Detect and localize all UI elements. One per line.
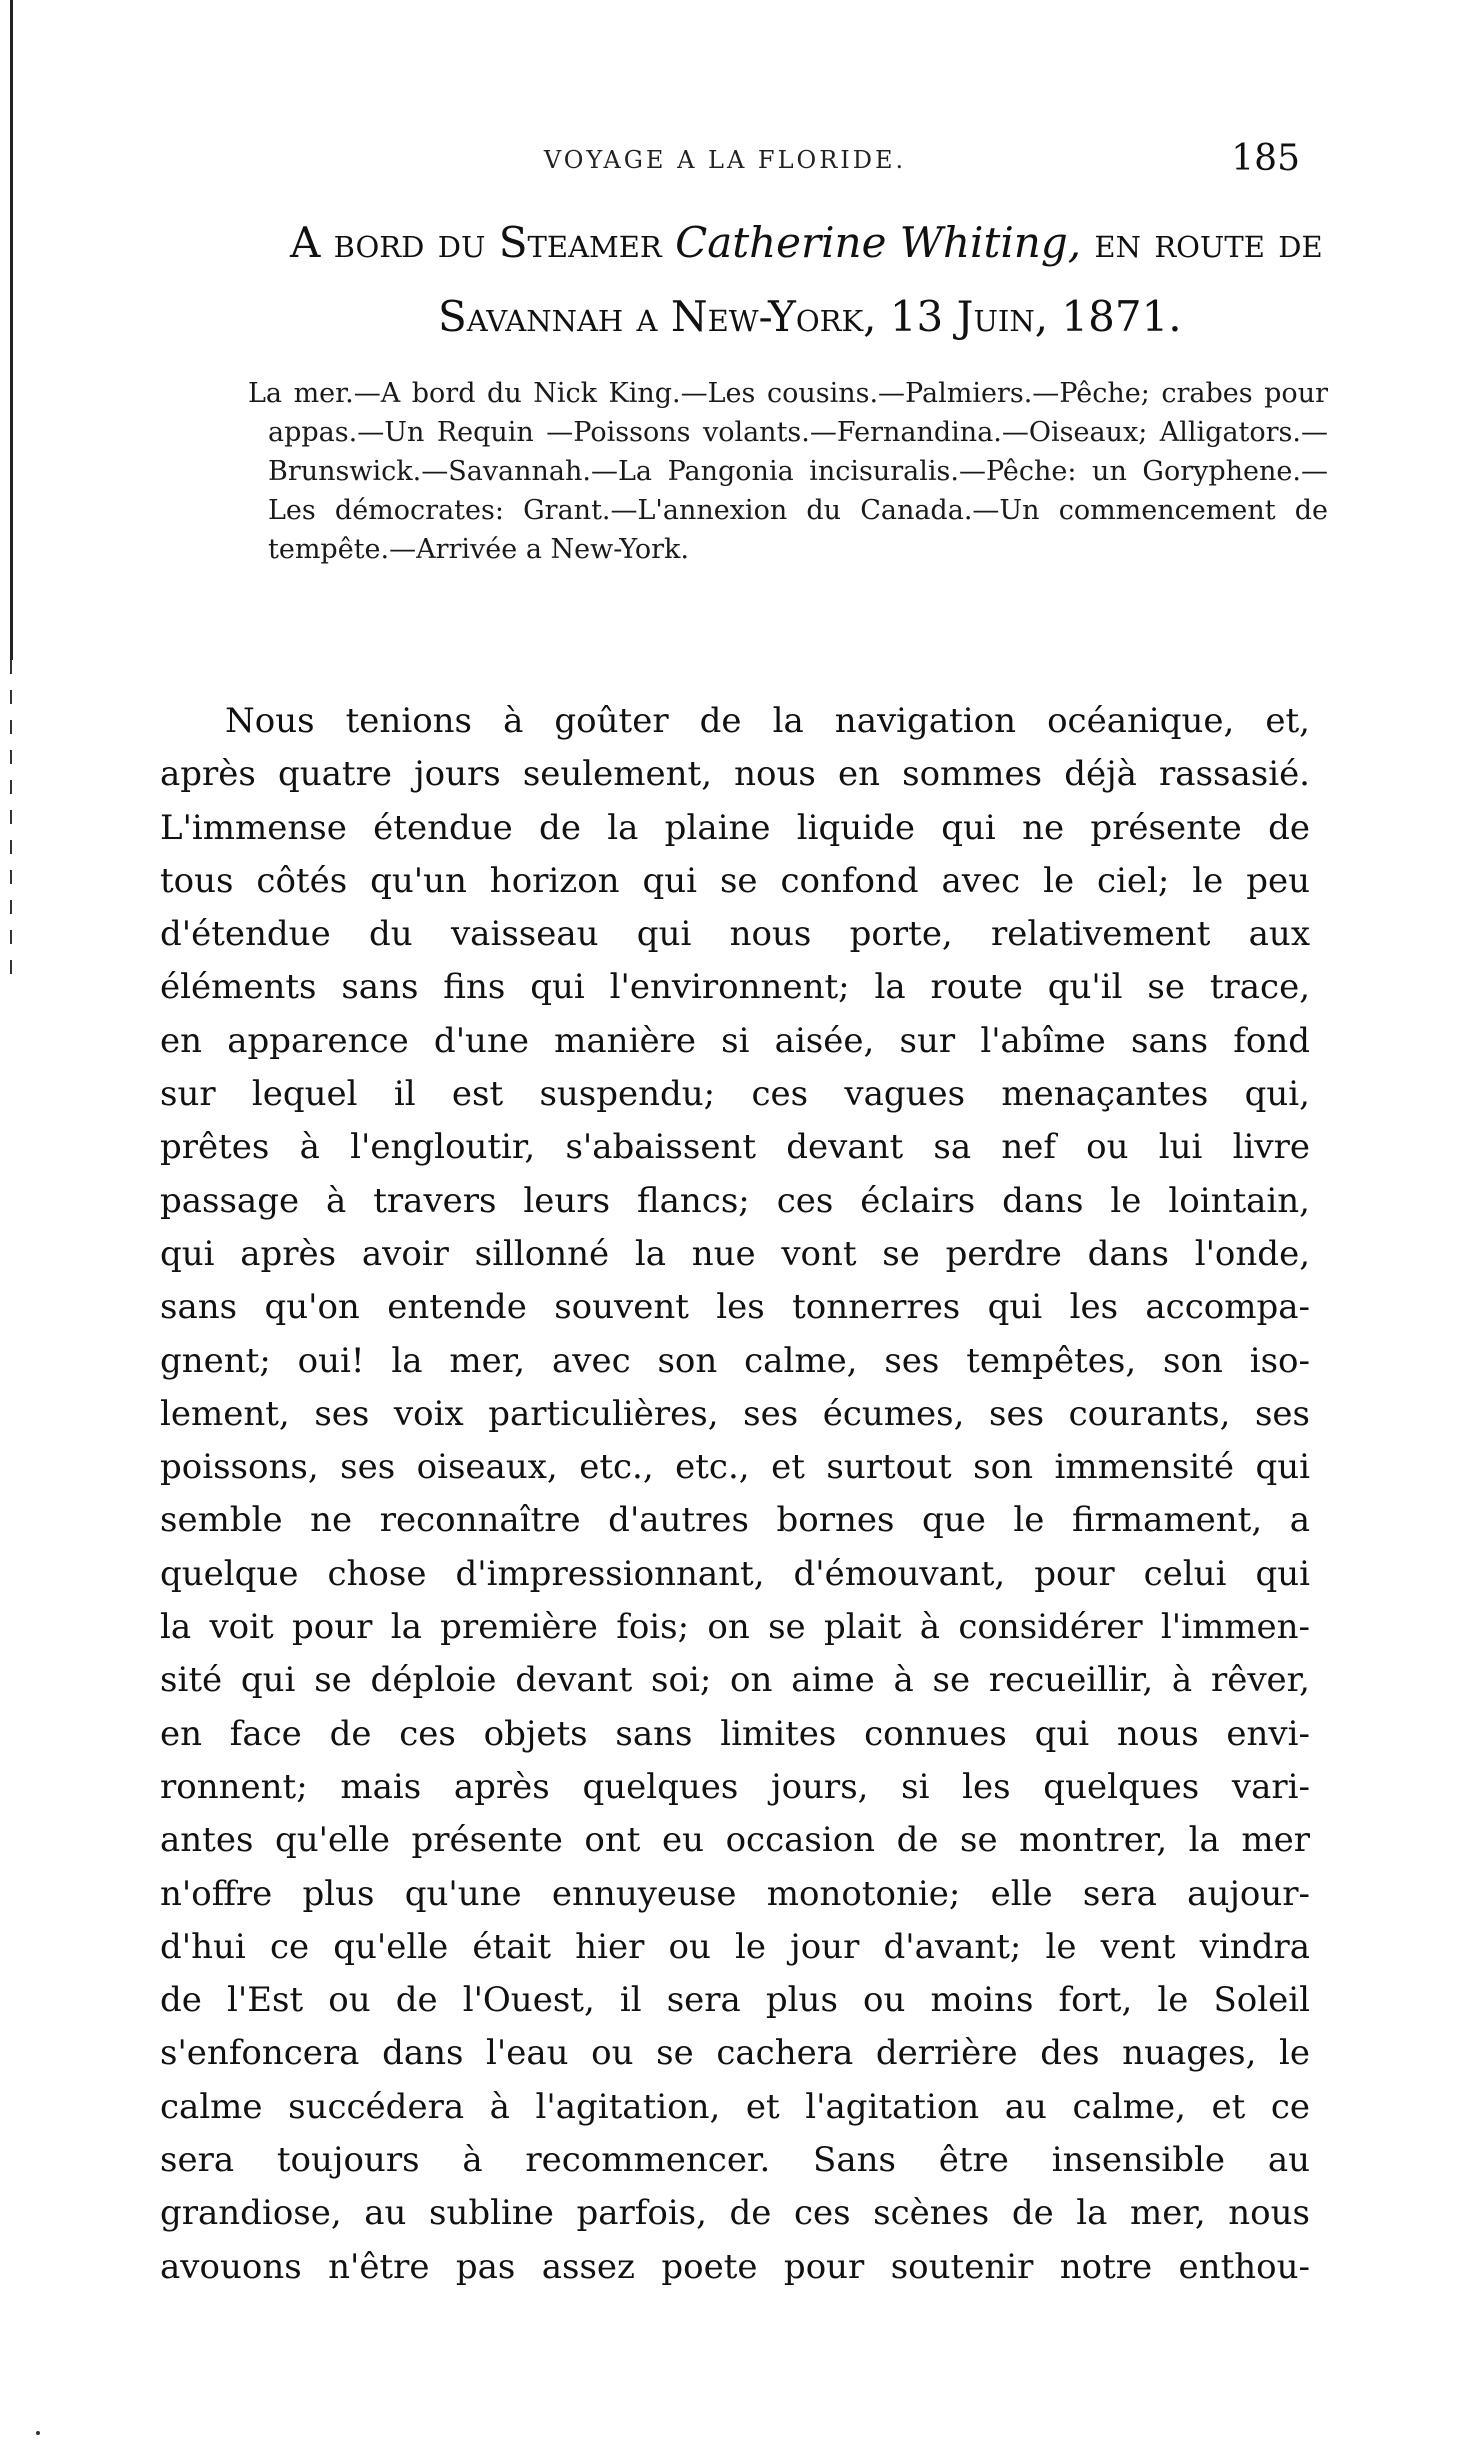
page-number: 185 — [1231, 138, 1300, 179]
page-edge-dashes — [10, 660, 12, 990]
heading-suffix: en route de — [1094, 218, 1323, 267]
body-line: calme succédera à l'agitation, et l'agitation au calme, et ce — [160, 2086, 1310, 2127]
body-line: ronnent; mais après quelques jours, si les quelques vari- — [160, 1766, 1310, 1807]
body-line: sans qu'on entende souvent les tonnerres qui les accompa- — [160, 1287, 1310, 1328]
stray-ink-mark — [36, 2431, 40, 2435]
body-line: antes qu'elle présente ont eu occasion de se montrer, la mer — [160, 1820, 1310, 1861]
body-line: après quatre jours seulement, nous en sommes déjà rassasié. — [160, 754, 1310, 795]
body-line: grandiose, au subline parfois, de ces scènes de la mer, nous — [160, 2193, 1310, 2234]
body-line: la voit pour la première fois; on se plait à considérer l'immen- — [160, 1607, 1310, 1648]
body-line: éléments sans fins qui l'environnent; la route qu'il se trace, — [160, 967, 1310, 1008]
body-line: prêtes à l'engloutir, s'abaissent devant sa nef ou lui livre — [160, 1127, 1310, 1168]
chapter-heading-line-2: Savannah a New-York, 13 Juin, 1871. — [438, 292, 1182, 341]
running-head: VOYAGE A LA FLORIDE. — [543, 146, 907, 174]
body-line: poissons, ses oiseaux, etc., etc., et surtout son immensité qui — [160, 1447, 1310, 1488]
body-line: sur lequel il est suspendu; ces vagues menaçantes qui, — [160, 1074, 1310, 1115]
body-line: gnent; oui! la mer, avec son calme, ses tempêtes, son iso- — [160, 1340, 1310, 1381]
body-line: avouons n'être pas assez poete pour soutenir notre enthou- — [160, 2246, 1310, 2287]
page-edge-rule — [10, 0, 13, 660]
body-line: n'offre plus qu'une ennuyeuse monotonie; elle sera aujour- — [160, 1873, 1310, 1914]
body-line: de l'Est ou de l'Ouest, il sera plus ou moins fort, le Soleil — [160, 1980, 1310, 2021]
body-line: qui après avoir sillonné la nue vont se perdre dans l'onde, — [160, 1233, 1310, 1274]
body-line: d'hui ce qu'elle était hier ou le jour d'avant; le vent vindra — [160, 1926, 1310, 1967]
body-line: tous côtés qu'un horizon qui se confond avec le ciel; le peu — [160, 860, 1310, 901]
body-line: s'enfoncera dans l'eau ou se cachera derrière des nuages, le — [160, 2033, 1310, 2074]
body-text — [160, 695, 1310, 2294]
body-line: quelque chose d'impressionnant, d'émouvant, pour celui qui — [160, 1553, 1310, 1594]
body-line: en face de ces objets sans limites connues qui nous envi- — [160, 1713, 1310, 1754]
body-line: lement, ses voix particulières, ses écumes, ses courants, ses — [160, 1393, 1310, 1434]
body-line: Nous tenions à goûter de la navigation océanique, et, — [225, 701, 1310, 741]
chapter-heading-line-1 — [290, 218, 1323, 267]
heading-prefix: A bord du Steamer — [290, 218, 662, 267]
chapter-summary: La mer.—A bord du Nick King.—Les cousins.—Palmiers.—Pêche; crabes pour appas.—Un Requin —Poissons volants.—Fernandina.—Oiseaux; Alligators.—Brunswick.—Savannah.—La Pangonia incisuralis.—Pêche: un Goryphene.—Les démocrates: Grant.—L'annexion du Canada.—Un commencement de tempête.—Arrivée a New-York. — [248, 378, 1328, 565]
body-line: L'immense étendue de la plaine liquide qui ne présente de — [160, 807, 1310, 848]
body-line: d'étendue du vaisseau qui nous porte, relativement aux — [160, 914, 1310, 955]
body-line: en apparence d'une manière si aisée, sur l'abîme sans fond — [160, 1020, 1310, 1061]
body-line: sera toujours à recommencer. Sans être insensible au — [160, 2140, 1310, 2181]
body-line: sité qui se déploie devant soi; on aime à se recueillir, à rêver, — [160, 1660, 1310, 1701]
body-line: semble ne reconnaître d'autres bornes que le firmament, a — [160, 1500, 1310, 1541]
ship-name: Catherine Whiting, — [675, 218, 1082, 267]
body-line: passage à travers leurs flancs; ces éclairs dans le lointain, — [160, 1180, 1310, 1221]
